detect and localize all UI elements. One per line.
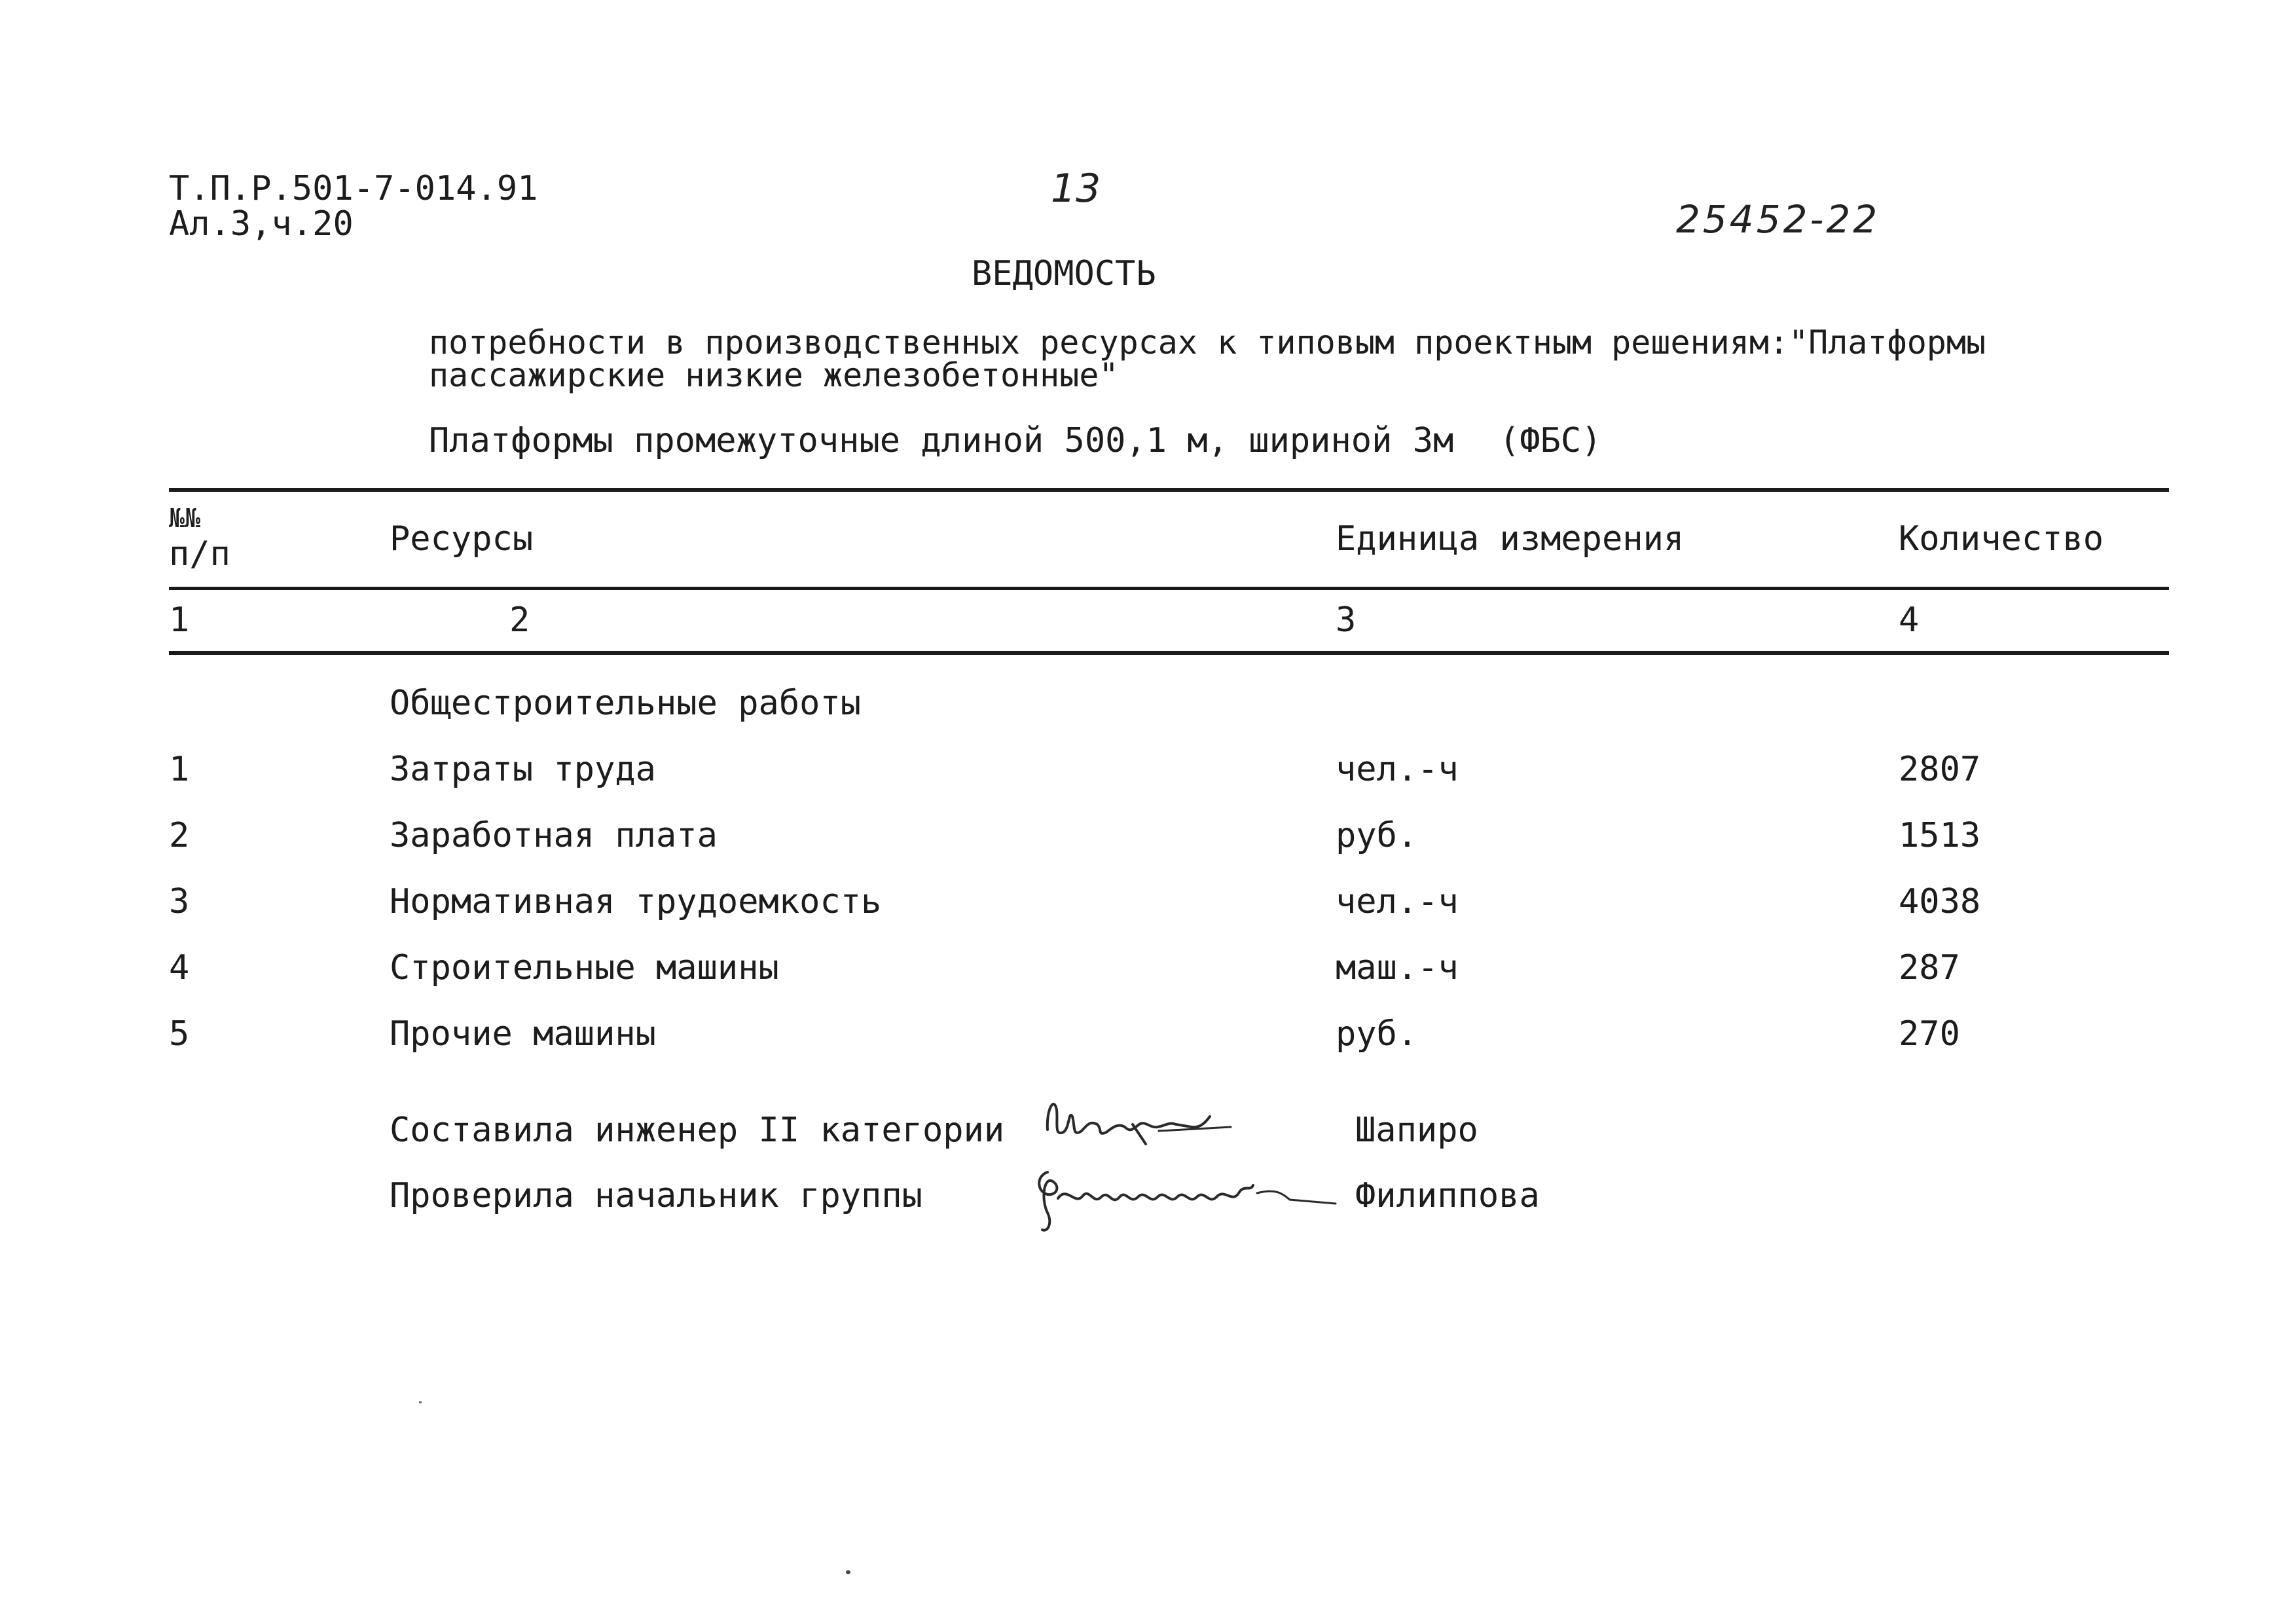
document-subtitle-line-1: потребности в производственных ресурсах к типовым проектным решениям:"Платформы bbox=[429, 323, 1986, 361]
column-number-2: 2 bbox=[509, 600, 530, 640]
header-number-line-2: п/п bbox=[169, 534, 230, 574]
row-number: 3 bbox=[169, 882, 190, 921]
row-unit: маш.-ч bbox=[1336, 948, 1459, 987]
row-unit: руб. bbox=[1336, 1014, 1418, 1054]
document-heading: ВЕДОМОСТЬ bbox=[972, 254, 1156, 293]
table-header-rule bbox=[169, 587, 2169, 590]
row-number: 4 bbox=[169, 948, 190, 987]
section-heading: Общестроительные работы bbox=[390, 684, 862, 723]
column-number-4: 4 bbox=[1899, 600, 1920, 640]
row-unit: чел.-ч bbox=[1336, 750, 1459, 789]
row-quantity: 1513 bbox=[1899, 816, 1981, 855]
row-resource: Строительные машины bbox=[390, 948, 779, 987]
row-quantity: 2807 bbox=[1899, 750, 1981, 789]
checker-name: Филиппова bbox=[1355, 1176, 1540, 1215]
row-number: 1 bbox=[169, 750, 190, 789]
document-code: Т.П.Р.501-7-014.91 bbox=[169, 169, 538, 208]
column-number-3: 3 bbox=[1336, 600, 1357, 640]
table-colnum-rule bbox=[169, 651, 2169, 655]
checker-signature bbox=[1028, 1159, 1342, 1238]
row-quantity: 287 bbox=[1899, 948, 1960, 987]
header-unit: Единица измерения bbox=[1336, 519, 1685, 559]
row-resource: Нормативная трудоемкость bbox=[390, 882, 882, 921]
inventory-number: 25452-22 bbox=[1676, 197, 1880, 242]
compiler-signature bbox=[1034, 1084, 1244, 1156]
row-number: 5 bbox=[169, 1014, 190, 1054]
header-resources: Ресурсы bbox=[390, 519, 534, 559]
album-part: Ал.3,ч.20 bbox=[169, 204, 354, 244]
object-variant: (ФБС) bbox=[1499, 421, 1602, 460]
scan-speck bbox=[846, 1570, 850, 1574]
page-number: 13 bbox=[1051, 166, 1101, 212]
compiler-name: Шапиро bbox=[1355, 1111, 1478, 1150]
row-quantity: 4038 bbox=[1899, 882, 1981, 921]
row-unit: руб. bbox=[1336, 816, 1418, 855]
header-number-line-1: №№ bbox=[169, 504, 201, 534]
scan-speck bbox=[419, 1401, 422, 1403]
row-quantity: 270 bbox=[1899, 1014, 1960, 1054]
row-unit: чел.-ч bbox=[1336, 882, 1459, 921]
checked-by-label: Проверила начальник группы bbox=[390, 1176, 922, 1215]
object-description: Платформы промежуточные длиной 500,1 м, шириной 3м bbox=[429, 421, 1454, 460]
row-resource: Заработная плата bbox=[390, 816, 718, 855]
column-number-1: 1 bbox=[169, 600, 190, 640]
document-subtitle-line-2: пассажирские низкие железобетонные" bbox=[429, 356, 1119, 394]
compiled-by-label: Составила инженер II категории bbox=[390, 1111, 1005, 1150]
row-resource: Прочие машины bbox=[390, 1014, 656, 1054]
header-quantity: Количество bbox=[1899, 519, 2104, 559]
table-top-rule bbox=[169, 488, 2169, 492]
row-number: 2 bbox=[169, 816, 190, 855]
row-resource: Затраты труда bbox=[390, 750, 656, 789]
